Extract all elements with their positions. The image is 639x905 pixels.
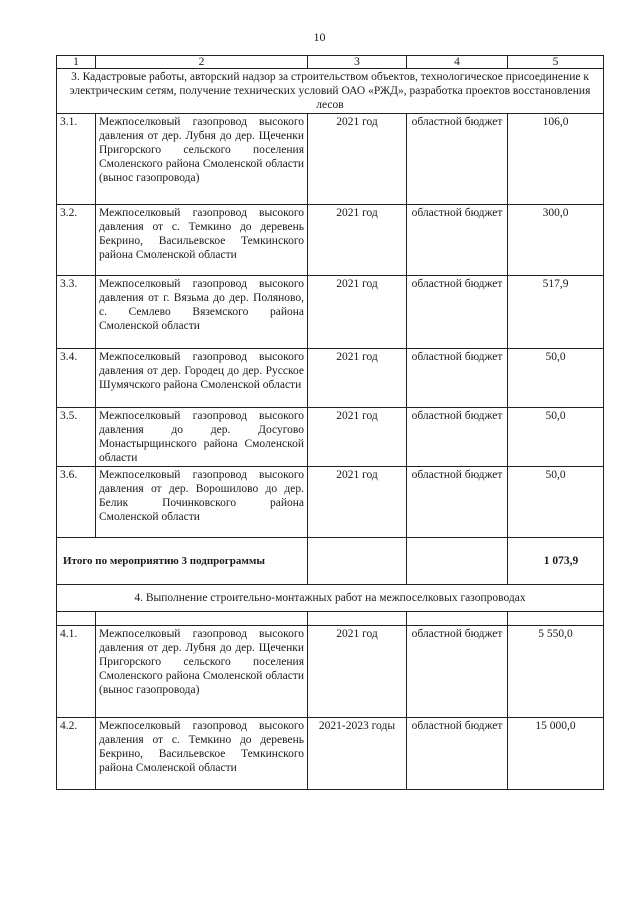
row-description: Межпоселковый газопровод высокого давления до дер. Досугово Монастырщинского района Смоленской области xyxy=(96,408,308,467)
row-amount: 15 000,0 xyxy=(508,718,604,790)
row-number: 3.6. xyxy=(57,467,96,538)
row-source: областной бюджет xyxy=(407,349,508,408)
row-description: Межпоселковый газопровод высокого давления от дер. Лубня до дер. Щеченки Пригорского сельского поселения Смоленского района Смоленской области (вынос газопровода) xyxy=(96,626,308,718)
row-number: 3.4. xyxy=(57,349,96,408)
section-title-row xyxy=(57,69,604,114)
row-year: 2021 год xyxy=(308,205,407,276)
section-3-title: 3. Кадастровые работы, авторский надзор за строительством объектов, технологическое присоединение к электрическим сетям, получение технических условий ОАО «РЖД», разработка проектов восстановления лесов xyxy=(57,69,604,114)
row-number: 3.1. xyxy=(57,114,96,205)
total-empty-cell xyxy=(407,538,508,585)
row-amount: 50,0 xyxy=(508,467,604,538)
row-year: 2021 год xyxy=(308,349,407,408)
total-row xyxy=(57,538,604,585)
row-number: 3.2. xyxy=(57,205,96,276)
table-row xyxy=(57,114,604,205)
row-amount: 300,0 xyxy=(508,205,604,276)
row-year: 2021 год xyxy=(308,467,407,538)
header-cell: 3 xyxy=(308,56,407,69)
row-year: 2021 год xyxy=(308,626,407,718)
row-source: областной бюджет xyxy=(407,205,508,276)
row-number: 3.5. xyxy=(57,408,96,467)
row-source: областной бюджет xyxy=(407,114,508,205)
row-description: Межпоселковый газопровод высокого давления от дер. Городец до дер. Русское Шумячского района Смоленской области xyxy=(96,349,308,408)
spacer-cell xyxy=(508,612,604,626)
row-source: областной бюджет xyxy=(407,626,508,718)
spacer-cell xyxy=(96,612,308,626)
table-row xyxy=(57,276,604,349)
program-table xyxy=(56,55,604,790)
section-4-title: 4. Выполнение строительно-монтажных работ на межпоселковых газопроводах xyxy=(57,585,604,612)
table-row xyxy=(57,626,604,718)
row-source: областной бюджет xyxy=(407,276,508,349)
spacer-cell xyxy=(308,612,407,626)
row-source: областной бюджет xyxy=(407,408,508,467)
header-cell: 4 xyxy=(407,56,508,69)
spacer-row xyxy=(57,612,604,626)
section-title-row xyxy=(57,585,604,612)
total-empty-cell xyxy=(308,538,407,585)
page-number: 10 xyxy=(313,30,326,44)
row-number: 4.2. xyxy=(57,718,96,790)
row-number: 4.1. xyxy=(57,626,96,718)
row-year: 2021 год xyxy=(308,114,407,205)
row-description: Межпоселковый газопровод высокого давления от г. Вязьма до дер. Поляново, с. Семлево Вяземского района Смоленской области xyxy=(96,276,308,349)
row-description: Межпоселковый газопровод высокого давления от с. Темкино до деревень Бекрино, Васильевское Темкинского района Смоленской области xyxy=(96,718,308,790)
table-row xyxy=(57,467,604,538)
row-description: Межпоселковый газопровод высокого давления от дер. Лубня до дер. Щеченки Пригорского сельского поселения Смоленского района Смоленской области (вынос газопровода) xyxy=(96,114,308,205)
row-year: 2021 год xyxy=(308,408,407,467)
row-amount: 50,0 xyxy=(508,349,604,408)
header-cell: 2 xyxy=(96,56,308,69)
row-number: 3.3. xyxy=(57,276,96,349)
header-cell: 1 xyxy=(57,56,96,69)
row-year: 2021 год xyxy=(308,276,407,349)
row-amount: 517,9 xyxy=(508,276,604,349)
total-amount: 1 073,9 xyxy=(508,538,604,585)
row-amount: 50,0 xyxy=(508,408,604,467)
total-label: Итого по мероприятию 3 подпрограммы xyxy=(57,538,308,585)
row-source: областной бюджет xyxy=(407,718,508,790)
row-description: Межпоселковый газопровод высокого давления от дер. Ворошилово до дер. Белик Починковского района Смоленской области xyxy=(96,467,308,538)
table-row xyxy=(57,718,604,790)
table-header-row xyxy=(57,56,604,69)
table-row xyxy=(57,408,604,467)
row-description: Межпоселковый газопровод высокого давления от с. Темкино до деревень Бекрино, Васильевское Темкинского района Смоленской области xyxy=(96,205,308,276)
row-year: 2021-2023 годы xyxy=(308,718,407,790)
row-amount: 106,0 xyxy=(508,114,604,205)
row-source: областной бюджет xyxy=(407,467,508,538)
spacer-cell xyxy=(407,612,508,626)
table-row xyxy=(57,349,604,408)
header-cell: 5 xyxy=(508,56,604,69)
table-row xyxy=(57,205,604,276)
spacer-cell xyxy=(57,612,96,626)
row-amount: 5 550,0 xyxy=(508,626,604,718)
